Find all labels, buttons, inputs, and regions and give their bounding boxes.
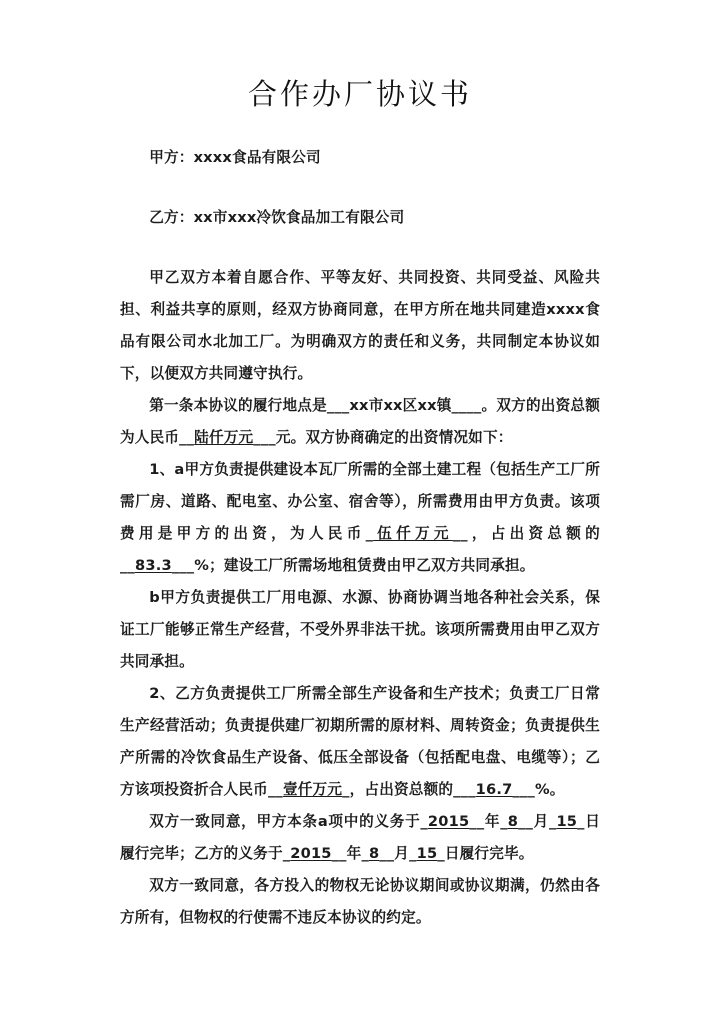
clause-1b-paragraph: b甲方负责提供工厂用电源、水源、协商协调当地各种社会关系，保证工厂能够正常生产经营，不受外界非法干扰。该项所需费用由甲乙双方共同承担。 xyxy=(120,589,600,671)
party-a-line: 甲方：xxxx食品有限公司 xyxy=(149,149,321,167)
article-1-middle: ____。双方的出资总额为人民币__ xyxy=(120,397,601,447)
article-1-prefix: 第一条本协议的履行地点是___ xyxy=(149,397,350,415)
performance-dates-paragraph xyxy=(120,806,600,870)
clause-2-prefix: 2、乙方负责提供工厂所需全部生产设备和生产技术；负责工厂日常生产经营活动；负责提供建厂初期所需的原材料、周转资金；负责提供生产所需的冷饮食品生产设备、低压全部设备（包括配电盘、电缆等）；乙方该项投资折合人民币__ xyxy=(120,685,600,799)
dates-suffix-b: _日履行完毕。 xyxy=(437,845,534,863)
article-1-suffix: ___元。双方协商确定的出资情况如下： xyxy=(253,429,513,447)
party-b-month: 8 xyxy=(368,845,380,863)
clause-1a-prefix: 1、a甲方负责提供建设本瓦厂所需的全部土建工程（包括生产工厂所需厂房、道路、配电室、办公室、宿舍等），所需费用由甲方负责。该项费用是甲方的出资，为人民币_ xyxy=(120,461,600,543)
closing-paragraph: 双方一致同意，各方投入的物权无论协议期间或协议期满，仍然由各方所有，但物权的行使需不违反本协议的约定。 xyxy=(120,877,600,927)
party-b-line: 乙方：xx市xxx冷饮食品加工有限公司 xyxy=(149,209,405,227)
dates-mid3-a: _日履行完毕；乙方的义务于_ xyxy=(120,813,601,863)
clause-1a-amount: 伍仟万元 xyxy=(373,525,453,543)
clause-1a-percent: 83.3 xyxy=(135,557,172,575)
party-a-year: 2015 xyxy=(427,813,470,831)
clause-2-amount: 壹仟万元 xyxy=(282,781,343,799)
clause-2-suffix: ___%。 xyxy=(512,781,565,799)
clause-2-middle: _，占出资总额的___ xyxy=(342,781,476,799)
party-a-month: 8 xyxy=(507,813,519,831)
party-b-day: 15 xyxy=(416,845,438,863)
clause-2-paragraph xyxy=(120,678,600,806)
clause-1a-paragraph xyxy=(120,454,600,582)
article-1-total-amount: 陆仟万元 xyxy=(194,429,254,447)
page-title: 合作办厂协议书 xyxy=(247,77,472,111)
article-1-paragraph xyxy=(120,390,600,454)
article-1-place: xx市xx区xx镇 xyxy=(349,397,452,415)
party-a-day: 15 xyxy=(556,813,578,831)
clause-1a-middle: __，占出资总额的__ xyxy=(120,525,600,575)
preamble-paragraph: 甲乙双方本着自愿合作、平等友好、共同投资、共同受益、风险共担、利益共享的原则，经双方协商同意，在甲方所在地共同建造xxxx食品有限公司水北加工厂。为明确双方的责任和义务，共同制定本协议如下，以便双方共同遵守执行。 xyxy=(120,269,600,383)
dates-mid2-a: __月_ xyxy=(518,813,557,831)
dates-prefix-a: 双方一致同意，甲方本条a项中的义务于_ xyxy=(149,813,428,831)
dates-mid1-a: __年_ xyxy=(469,813,508,831)
dates-mid1-b: __年_ xyxy=(331,845,369,863)
party-b-year: 2015 xyxy=(290,845,332,863)
clause-1a-suffix: ___%；建设工厂所需场地租赁费由甲乙双方共同承担。 xyxy=(171,557,535,575)
document-body xyxy=(120,112,600,934)
dates-mid2-b: __月_ xyxy=(379,845,417,863)
clause-2-percent: 16.7 xyxy=(475,781,513,799)
